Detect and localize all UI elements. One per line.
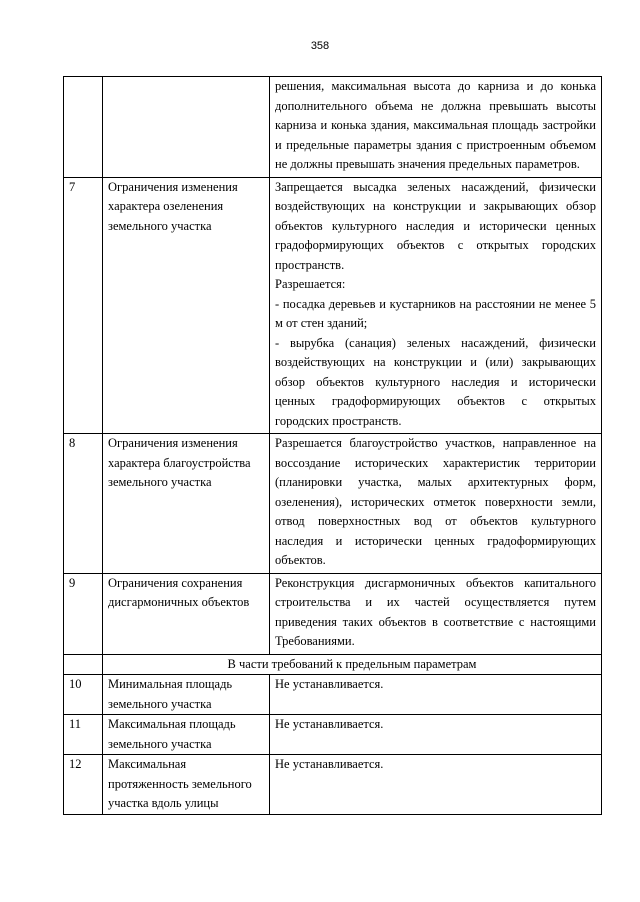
row-text-paragraph: - вырубка (санация) зеленых насаждений, физически воздействующих на конструкции и (или) закрывающих обзор объектов культурного наследия и исторически ценных градоформирующих объектов с открытых городских пространств. <box>275 335 596 428</box>
row-name: Ограничения сохранения дисгармоничных объектов <box>103 573 270 654</box>
row-name: Минимальная площадь земельного участка <box>103 675 270 715</box>
row-text-paragraph: Запрещается высадка зеленых насаждений, физически воздействующих на конструкции и закрывающих обзор объектов культурного наследия и исторически ценных градоформирующих объектов с открытых городских пространств. <box>275 179 596 272</box>
row-text-paragraph: решения, максимальная высота до карниза и до конька дополнительного объема не должна превышать высоты карниза и конька здания, максимальная площадь застройки и предельные параметры здания с пристроенным объемом не должны превышать значения предельных параметров. <box>275 79 596 171</box>
row-text <box>270 434 602 574</box>
section-heading-row <box>64 654 602 675</box>
row-name: Максимальная протяженность земельного участка вдоль улицы <box>103 755 270 815</box>
table-row <box>64 755 602 815</box>
row-text <box>270 77 602 178</box>
row-text <box>270 573 602 654</box>
row-text-paragraph: - посадка деревьев и кустарников на расстоянии не менее 5 м от стен зданий; <box>275 296 596 330</box>
row-text: Не устанавливается. <box>270 715 602 755</box>
table-row <box>64 675 602 715</box>
row-number: 7 <box>64 177 103 434</box>
row-number: 11 <box>64 715 103 755</box>
section-empty-cell <box>64 654 103 675</box>
row-name <box>103 77 270 178</box>
row-text <box>270 177 602 434</box>
table-row <box>64 715 602 755</box>
table-row <box>64 177 602 434</box>
row-text-paragraph: Реконструкция дисгармоничных объектов капитального строительства и их частей осуществляется путем приведения таких объектов в соответствие с настоящими Требованиями. <box>275 575 596 648</box>
table-row <box>64 77 602 178</box>
row-text-paragraph: Разрешается: <box>275 277 346 291</box>
row-name: Ограничения изменения характера благоустройства земельного участка <box>103 434 270 574</box>
row-number: 10 <box>64 675 103 715</box>
row-name: Максимальная площадь земельного участка <box>103 715 270 755</box>
row-text: Не устанавливается. <box>270 675 602 715</box>
section-heading: В части требований к предельным параметрам <box>103 654 602 675</box>
table-row <box>64 434 602 574</box>
row-number: 9 <box>64 573 103 654</box>
row-number <box>64 77 103 178</box>
row-name: Ограничения изменения характера озеленения земельного участка <box>103 177 270 434</box>
page-number: 358 <box>310 40 330 52</box>
table-row <box>64 573 602 654</box>
row-text: Не устанавливается. <box>270 755 602 815</box>
requirements-table <box>63 76 602 815</box>
row-text-paragraph: Разрешается благоустройство участков, направленное на воссоздание исторических характеристик территории (планировки участка, малых архитектурных форм, озеленения), исторических отметок поверхности земли, отвод поверхностных вод от объектов культурного наследия и исторически ценных градоформирующих объектов. <box>275 436 596 567</box>
row-number: 8 <box>64 434 103 574</box>
row-number: 12 <box>64 755 103 815</box>
